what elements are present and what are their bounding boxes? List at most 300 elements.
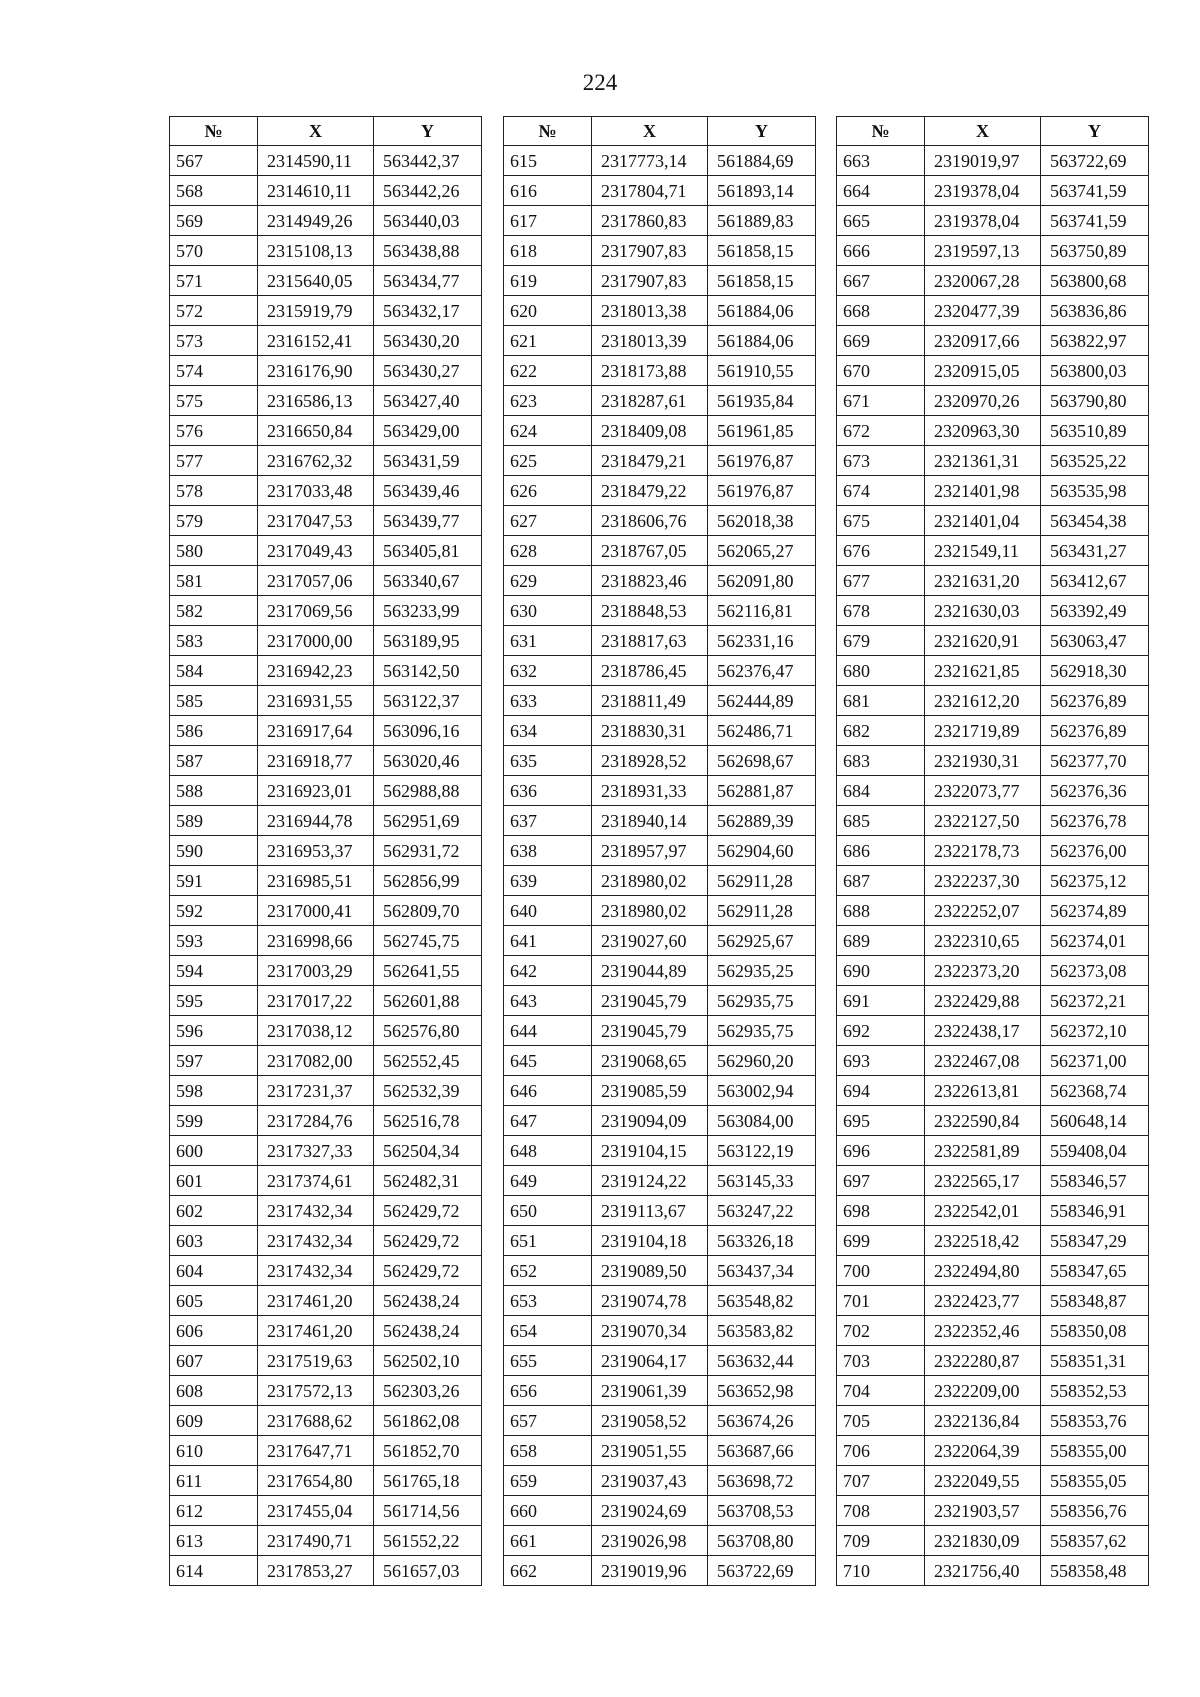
- y-coordinate-cell: 563741,59: [1041, 176, 1149, 206]
- table-row: [504, 1136, 816, 1166]
- point-number-cell: 646: [504, 1076, 592, 1106]
- point-number-cell: 674: [837, 476, 925, 506]
- point-number-cell: 695: [837, 1106, 925, 1136]
- point-number-cell: 574: [170, 356, 258, 386]
- table-row: [837, 806, 1149, 836]
- y-coordinate-cell: 563430,20: [374, 326, 482, 356]
- point-number-cell: 599: [170, 1106, 258, 1136]
- y-coordinate-cell: 562376,78: [1041, 806, 1149, 836]
- table-row: [504, 356, 816, 386]
- point-number-cell: 692: [837, 1016, 925, 1046]
- x-coordinate-cell: 2318013,39: [592, 326, 708, 356]
- x-coordinate-cell: 2319058,52: [592, 1406, 708, 1436]
- x-coordinate-cell: 2321830,09: [925, 1526, 1041, 1556]
- point-number-cell: 693: [837, 1046, 925, 1076]
- table-row: [170, 1436, 482, 1466]
- y-coordinate-cell: 563233,99: [374, 596, 482, 626]
- x-coordinate-cell: 2322467,08: [925, 1046, 1041, 1076]
- x-coordinate-cell: 2318479,21: [592, 446, 708, 476]
- table-row: [170, 416, 482, 446]
- table-row: [504, 956, 816, 986]
- x-coordinate-cell: 2318767,05: [592, 536, 708, 566]
- point-number-cell: 644: [504, 1016, 592, 1046]
- point-number-cell: 602: [170, 1196, 258, 1226]
- point-number-cell: 642: [504, 956, 592, 986]
- y-coordinate-cell: 562889,39: [708, 806, 816, 836]
- point-number-cell: 660: [504, 1496, 592, 1526]
- point-number-cell: 650: [504, 1196, 592, 1226]
- x-coordinate-cell: 2318173,88: [592, 356, 708, 386]
- table-row: [170, 986, 482, 1016]
- x-coordinate-cell: 2317907,83: [592, 266, 708, 296]
- x-coordinate-cell: 2317907,83: [592, 236, 708, 266]
- point-number-cell: 658: [504, 1436, 592, 1466]
- point-number-cell: 605: [170, 1286, 258, 1316]
- x-coordinate-cell: 2317038,12: [258, 1016, 374, 1046]
- y-coordinate-cell: 563698,72: [708, 1466, 816, 1496]
- point-number-cell: 647: [504, 1106, 592, 1136]
- point-number-cell: 703: [837, 1346, 925, 1376]
- y-coordinate-cell: 562911,28: [708, 866, 816, 896]
- table-row: [837, 836, 1149, 866]
- point-number-cell: 678: [837, 596, 925, 626]
- y-coordinate-cell: 563439,77: [374, 506, 482, 536]
- point-number-cell: 704: [837, 1376, 925, 1406]
- table-row: [504, 1406, 816, 1436]
- point-number-cell: 654: [504, 1316, 592, 1346]
- x-coordinate-cell: 2318823,46: [592, 566, 708, 596]
- table-row: [170, 536, 482, 566]
- table-row: [837, 776, 1149, 806]
- y-coordinate-cell: 563429,00: [374, 416, 482, 446]
- table-row: [170, 836, 482, 866]
- point-number-cell: 594: [170, 956, 258, 986]
- x-coordinate-cell: 2318479,22: [592, 476, 708, 506]
- x-coordinate-cell: 2322581,89: [925, 1136, 1041, 1166]
- point-number-cell: 668: [837, 296, 925, 326]
- y-coordinate-cell: 562374,01: [1041, 926, 1149, 956]
- x-coordinate-cell: 2322280,87: [925, 1346, 1041, 1376]
- y-coordinate-cell: 561893,14: [708, 176, 816, 206]
- x-coordinate-cell: 2318848,53: [592, 596, 708, 626]
- x-coordinate-cell: 2321620,91: [925, 626, 1041, 656]
- table-row: [170, 686, 482, 716]
- table-row: [170, 1556, 482, 1586]
- point-number-cell: 601: [170, 1166, 258, 1196]
- table-row: [170, 1226, 482, 1256]
- x-coordinate-cell: 2318980,02: [592, 866, 708, 896]
- y-coordinate-cell: 563437,34: [708, 1256, 816, 1286]
- x-coordinate-cell: 2320917,66: [925, 326, 1041, 356]
- table-row: [837, 1436, 1149, 1466]
- y-coordinate-cell: 563434,77: [374, 266, 482, 296]
- table-row: [170, 1046, 482, 1076]
- x-coordinate-cell: 2322494,80: [925, 1256, 1041, 1286]
- x-coordinate-cell: 2319597,13: [925, 236, 1041, 266]
- point-number-cell: 653: [504, 1286, 592, 1316]
- table-row: [504, 926, 816, 956]
- table-row: [504, 746, 816, 776]
- header-y: Y: [374, 117, 482, 146]
- table-header-row: [170, 117, 482, 146]
- point-number-cell: 584: [170, 656, 258, 686]
- table-row: [837, 176, 1149, 206]
- y-coordinate-cell: 562368,74: [1041, 1076, 1149, 1106]
- x-coordinate-cell: 2319068,65: [592, 1046, 708, 1076]
- point-number-cell: 611: [170, 1466, 258, 1496]
- y-coordinate-cell: 563708,80: [708, 1526, 816, 1556]
- table-row: [170, 266, 482, 296]
- y-coordinate-cell: 562091,80: [708, 566, 816, 596]
- y-coordinate-cell: 563326,18: [708, 1226, 816, 1256]
- y-coordinate-cell: 562641,55: [374, 956, 482, 986]
- x-coordinate-cell: 2318957,97: [592, 836, 708, 866]
- point-number-cell: 677: [837, 566, 925, 596]
- x-coordinate-cell: 2322429,88: [925, 986, 1041, 1016]
- point-number-cell: 571: [170, 266, 258, 296]
- y-coordinate-cell: 562376,47: [708, 656, 816, 686]
- y-coordinate-cell: 562502,10: [374, 1346, 482, 1376]
- point-number-cell: 675: [837, 506, 925, 536]
- point-number-cell: 589: [170, 806, 258, 836]
- x-coordinate-cell: 2317461,20: [258, 1286, 374, 1316]
- point-number-cell: 592: [170, 896, 258, 926]
- y-coordinate-cell: 562516,78: [374, 1106, 482, 1136]
- y-coordinate-cell: 560648,14: [1041, 1106, 1149, 1136]
- x-coordinate-cell: 2317003,29: [258, 956, 374, 986]
- table-row: [170, 776, 482, 806]
- y-coordinate-cell: 563800,03: [1041, 356, 1149, 386]
- x-coordinate-cell: 2322073,77: [925, 776, 1041, 806]
- table-row: [170, 866, 482, 896]
- point-number-cell: 618: [504, 236, 592, 266]
- table-row: [170, 1496, 482, 1526]
- y-coordinate-cell: 563836,86: [1041, 296, 1149, 326]
- x-coordinate-cell: 2322310,65: [925, 926, 1041, 956]
- table-row: [504, 506, 816, 536]
- point-number-cell: 568: [170, 176, 258, 206]
- table-row: [170, 596, 482, 626]
- point-number-cell: 586: [170, 716, 258, 746]
- point-number-cell: 636: [504, 776, 592, 806]
- point-number-cell: 598: [170, 1076, 258, 1106]
- y-coordinate-cell: 563510,89: [1041, 416, 1149, 446]
- x-coordinate-cell: 2316923,01: [258, 776, 374, 806]
- x-coordinate-cell: 2319070,34: [592, 1316, 708, 1346]
- y-coordinate-cell: 563096,16: [374, 716, 482, 746]
- point-number-cell: 698: [837, 1196, 925, 1226]
- y-coordinate-cell: 561884,69: [708, 146, 816, 176]
- x-coordinate-cell: 2322136,84: [925, 1406, 1041, 1436]
- y-coordinate-cell: 562429,72: [374, 1196, 482, 1226]
- point-number-cell: 630: [504, 596, 592, 626]
- y-coordinate-cell: 558357,62: [1041, 1526, 1149, 1556]
- point-number-cell: 709: [837, 1526, 925, 1556]
- point-number-cell: 685: [837, 806, 925, 836]
- x-coordinate-cell: 2319051,55: [592, 1436, 708, 1466]
- x-coordinate-cell: 2319064,17: [592, 1346, 708, 1376]
- y-coordinate-cell: 563583,82: [708, 1316, 816, 1346]
- y-coordinate-cell: 561852,70: [374, 1436, 482, 1466]
- table-row: [504, 1556, 816, 1586]
- y-coordinate-cell: 563548,82: [708, 1286, 816, 1316]
- table-row: [837, 1556, 1149, 1586]
- y-coordinate-cell: 558351,31: [1041, 1346, 1149, 1376]
- table-row: [837, 326, 1149, 356]
- table-row: [170, 926, 482, 956]
- table-row: [170, 1466, 482, 1496]
- point-number-cell: 590: [170, 836, 258, 866]
- table-row: [837, 866, 1149, 896]
- y-coordinate-cell: 563247,22: [708, 1196, 816, 1226]
- table-row: [170, 1526, 482, 1556]
- y-coordinate-cell: 563122,19: [708, 1136, 816, 1166]
- y-coordinate-cell: 563438,88: [374, 236, 482, 266]
- point-number-cell: 603: [170, 1226, 258, 1256]
- table-row: [170, 446, 482, 476]
- x-coordinate-cell: 2317432,34: [258, 1196, 374, 1226]
- x-coordinate-cell: 2318606,76: [592, 506, 708, 536]
- header-number: №: [504, 117, 592, 146]
- y-coordinate-cell: 562925,67: [708, 926, 816, 956]
- table-row: [170, 1196, 482, 1226]
- y-coordinate-cell: 562429,72: [374, 1226, 482, 1256]
- point-number-cell: 681: [837, 686, 925, 716]
- table-row: [837, 956, 1149, 986]
- point-number-cell: 670: [837, 356, 925, 386]
- table-row: [504, 1196, 816, 1226]
- point-number-cell: 697: [837, 1166, 925, 1196]
- x-coordinate-cell: 2317455,04: [258, 1496, 374, 1526]
- point-number-cell: 588: [170, 776, 258, 806]
- point-number-cell: 672: [837, 416, 925, 446]
- y-coordinate-cell: 561862,08: [374, 1406, 482, 1436]
- point-number-cell: 578: [170, 476, 258, 506]
- x-coordinate-cell: 2319378,04: [925, 206, 1041, 236]
- point-number-cell: 637: [504, 806, 592, 836]
- table-row: [837, 236, 1149, 266]
- point-number-cell: 705: [837, 1406, 925, 1436]
- x-coordinate-cell: 2321361,31: [925, 446, 1041, 476]
- y-coordinate-cell: 561884,06: [708, 296, 816, 326]
- point-number-cell: 593: [170, 926, 258, 956]
- y-coordinate-cell: 563142,50: [374, 656, 482, 686]
- y-coordinate-cell: 563440,03: [374, 206, 482, 236]
- y-coordinate-cell: 559408,04: [1041, 1136, 1149, 1166]
- y-coordinate-cell: 563431,59: [374, 446, 482, 476]
- point-number-cell: 608: [170, 1376, 258, 1406]
- y-coordinate-cell: 558352,53: [1041, 1376, 1149, 1406]
- point-number-cell: 585: [170, 686, 258, 716]
- table-row: [837, 476, 1149, 506]
- y-coordinate-cell: 563632,44: [708, 1346, 816, 1376]
- table-row: [504, 1016, 816, 1046]
- x-coordinate-cell: 2317432,34: [258, 1226, 374, 1256]
- y-coordinate-cell: 562935,25: [708, 956, 816, 986]
- table-row: [837, 1346, 1149, 1376]
- table-row: [504, 146, 816, 176]
- y-coordinate-cell: 558346,91: [1041, 1196, 1149, 1226]
- y-coordinate-cell: 561976,87: [708, 476, 816, 506]
- point-number-cell: 661: [504, 1526, 592, 1556]
- table-row: [504, 1346, 816, 1376]
- point-number-cell: 609: [170, 1406, 258, 1436]
- point-number-cell: 682: [837, 716, 925, 746]
- x-coordinate-cell: 2319113,67: [592, 1196, 708, 1226]
- x-coordinate-cell: 2322252,07: [925, 896, 1041, 926]
- point-number-cell: 648: [504, 1136, 592, 1166]
- y-coordinate-cell: 563722,69: [708, 1556, 816, 1586]
- table-row: [170, 1166, 482, 1196]
- point-number-cell: 573: [170, 326, 258, 356]
- point-number-cell: 700: [837, 1256, 925, 1286]
- y-coordinate-cell: 561657,03: [374, 1556, 482, 1586]
- table-row: [170, 386, 482, 416]
- x-coordinate-cell: 2318940,14: [592, 806, 708, 836]
- y-coordinate-cell: 562375,12: [1041, 866, 1149, 896]
- x-coordinate-cell: 2317461,20: [258, 1316, 374, 1346]
- x-coordinate-cell: 2322613,81: [925, 1076, 1041, 1106]
- table-row: [837, 656, 1149, 686]
- x-coordinate-cell: 2317654,80: [258, 1466, 374, 1496]
- y-coordinate-cell: 558346,57: [1041, 1166, 1149, 1196]
- table-row: [504, 1106, 816, 1136]
- y-coordinate-cell: 563439,46: [374, 476, 482, 506]
- point-number-cell: 708: [837, 1496, 925, 1526]
- x-coordinate-cell: 2319045,79: [592, 1016, 708, 1046]
- point-number-cell: 623: [504, 386, 592, 416]
- table-row: [837, 1016, 1149, 1046]
- y-coordinate-cell: 561976,87: [708, 446, 816, 476]
- y-coordinate-cell: 562376,89: [1041, 716, 1149, 746]
- y-coordinate-cell: 562331,16: [708, 626, 816, 656]
- x-coordinate-cell: 2322237,30: [925, 866, 1041, 896]
- y-coordinate-cell: 563722,69: [1041, 146, 1149, 176]
- y-coordinate-cell: 562904,60: [708, 836, 816, 866]
- table-row: [837, 596, 1149, 626]
- x-coordinate-cell: 2316985,51: [258, 866, 374, 896]
- x-coordinate-cell: 2322590,84: [925, 1106, 1041, 1136]
- x-coordinate-cell: 2317049,43: [258, 536, 374, 566]
- point-number-cell: 702: [837, 1316, 925, 1346]
- point-number-cell: 613: [170, 1526, 258, 1556]
- point-number-cell: 610: [170, 1436, 258, 1466]
- y-coordinate-cell: 561884,06: [708, 326, 816, 356]
- y-coordinate-cell: 563708,53: [708, 1496, 816, 1526]
- table-row: [837, 1316, 1149, 1346]
- point-number-cell: 622: [504, 356, 592, 386]
- table-row: [170, 236, 482, 266]
- point-number-cell: 691: [837, 986, 925, 1016]
- x-coordinate-cell: 2322127,50: [925, 806, 1041, 836]
- point-number-cell: 570: [170, 236, 258, 266]
- table-row: [837, 536, 1149, 566]
- x-coordinate-cell: 2319019,97: [925, 146, 1041, 176]
- y-coordinate-cell: 558353,76: [1041, 1406, 1149, 1436]
- y-coordinate-cell: 563800,68: [1041, 266, 1149, 296]
- point-number-cell: 620: [504, 296, 592, 326]
- x-coordinate-cell: 2319045,79: [592, 986, 708, 1016]
- header-y: Y: [708, 117, 816, 146]
- x-coordinate-cell: 2317374,61: [258, 1166, 374, 1196]
- x-coordinate-cell: 2319024,69: [592, 1496, 708, 1526]
- table-row: [504, 1046, 816, 1076]
- x-coordinate-cell: 2321612,20: [925, 686, 1041, 716]
- y-coordinate-cell: 563145,33: [708, 1166, 816, 1196]
- y-coordinate-cell: 558356,76: [1041, 1496, 1149, 1526]
- coordinates-table-2: [503, 116, 816, 1586]
- point-number-cell: 596: [170, 1016, 258, 1046]
- table-row: [170, 476, 482, 506]
- y-coordinate-cell: 562371,00: [1041, 1046, 1149, 1076]
- x-coordinate-cell: 2321903,57: [925, 1496, 1041, 1526]
- point-number-cell: 683: [837, 746, 925, 776]
- point-number-cell: 617: [504, 206, 592, 236]
- point-number-cell: 632: [504, 656, 592, 686]
- table-row: [837, 1166, 1149, 1196]
- table-row: [504, 1316, 816, 1346]
- x-coordinate-cell: 2320970,26: [925, 386, 1041, 416]
- y-coordinate-cell: 562376,00: [1041, 836, 1149, 866]
- x-coordinate-cell: 2318409,08: [592, 416, 708, 446]
- table-row: [170, 206, 482, 236]
- y-coordinate-cell: 562935,75: [708, 986, 816, 1016]
- y-coordinate-cell: 558358,48: [1041, 1556, 1149, 1586]
- table-row: [504, 686, 816, 716]
- x-coordinate-cell: 2317773,14: [592, 146, 708, 176]
- y-coordinate-cell: 561552,22: [374, 1526, 482, 1556]
- y-coordinate-cell: 561889,83: [708, 206, 816, 236]
- y-coordinate-cell: 563122,37: [374, 686, 482, 716]
- point-number-cell: 651: [504, 1226, 592, 1256]
- point-number-cell: 676: [837, 536, 925, 566]
- point-number-cell: 606: [170, 1316, 258, 1346]
- table-row: [504, 836, 816, 866]
- table-row: [837, 296, 1149, 326]
- x-coordinate-cell: 2318013,38: [592, 296, 708, 326]
- table-row: [837, 1256, 1149, 1286]
- point-number-cell: 664: [837, 176, 925, 206]
- point-number-cell: 666: [837, 236, 925, 266]
- table-row: [504, 446, 816, 476]
- point-number-cell: 699: [837, 1226, 925, 1256]
- y-coordinate-cell: 558355,05: [1041, 1466, 1149, 1496]
- point-number-cell: 655: [504, 1346, 592, 1376]
- x-coordinate-cell: 2317000,00: [258, 626, 374, 656]
- y-coordinate-cell: 563822,97: [1041, 326, 1149, 356]
- point-number-cell: 581: [170, 566, 258, 596]
- point-number-cell: 643: [504, 986, 592, 1016]
- table-row: [170, 566, 482, 596]
- point-number-cell: 659: [504, 1466, 592, 1496]
- x-coordinate-cell: 2320963,30: [925, 416, 1041, 446]
- point-number-cell: 662: [504, 1556, 592, 1586]
- point-number-cell: 645: [504, 1046, 592, 1076]
- page-number: 224: [582, 70, 618, 95]
- x-coordinate-cell: 2317490,71: [258, 1526, 374, 1556]
- point-number-cell: 569: [170, 206, 258, 236]
- point-number-cell: 607: [170, 1346, 258, 1376]
- table-row: [170, 896, 482, 926]
- y-coordinate-cell: 562377,70: [1041, 746, 1149, 776]
- table-row: [170, 1106, 482, 1136]
- x-coordinate-cell: 2319037,43: [592, 1466, 708, 1496]
- point-number-cell: 626: [504, 476, 592, 506]
- table-row: [504, 1436, 816, 1466]
- point-number-cell: 640: [504, 896, 592, 926]
- y-coordinate-cell: 561935,84: [708, 386, 816, 416]
- table-row: [504, 296, 816, 326]
